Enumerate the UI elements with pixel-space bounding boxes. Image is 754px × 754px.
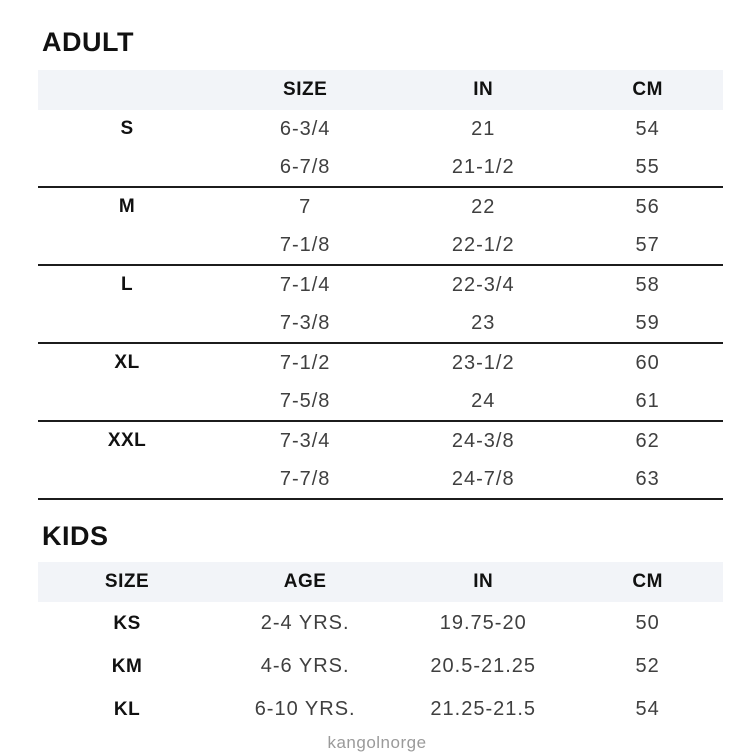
cm-value: 55 — [572, 148, 723, 187]
hat-size-value: 7-3/8 — [216, 304, 394, 343]
age-value: 6-10 YRS. — [254, 698, 356, 720]
hat-size-value: 6-3/4 — [279, 117, 331, 140]
hat-size-value: 7-7/8 — [216, 460, 394, 499]
cm-value: 59 — [572, 304, 723, 343]
kids-col-in: IN — [394, 562, 572, 602]
kids-size-label: KS — [113, 612, 141, 634]
cm-value: 52 — [635, 655, 660, 677]
hat-size-value: 7 — [299, 195, 312, 218]
inches-value: 21-1/2 — [394, 148, 572, 187]
brand-watermark: kangolnorge — [327, 733, 427, 752]
table-row — [38, 304, 723, 343]
kids-section-title: KIDS — [42, 521, 109, 551]
age-value: 2-4 YRS. — [260, 612, 350, 634]
inches-value: 22 — [471, 195, 496, 218]
kids-size-table — [38, 562, 723, 731]
hat-size-value: 7-1/8 — [216, 226, 394, 265]
inches-value: 19.75-20 — [439, 612, 527, 634]
size-group-label: M — [118, 196, 136, 217]
hat-size-value: 6-7/8 — [216, 148, 394, 187]
size-group-label: XL — [114, 352, 140, 373]
table-row — [38, 645, 723, 688]
cm-value: 54 — [635, 117, 660, 140]
cm-value: 62 — [635, 429, 660, 452]
inches-value: 24-7/8 — [394, 460, 572, 499]
blank-cell — [38, 226, 216, 265]
inches-value: 23-1/2 — [451, 351, 515, 374]
adult-col-in: IN — [394, 70, 572, 110]
table-row — [38, 382, 723, 421]
table-row — [38, 226, 723, 265]
adult-col-size: SIZE — [216, 70, 394, 110]
table-row — [38, 148, 723, 187]
kids-size-label: KM — [111, 655, 143, 677]
size-group-label: XXL — [107, 430, 147, 451]
kids-size-label: KL — [113, 698, 141, 720]
inches-value: 20.5-21.25 — [430, 655, 537, 677]
hat-size-value: 7-3/4 — [279, 429, 331, 452]
adult-header-row — [38, 70, 723, 110]
cm-value: 58 — [635, 273, 660, 296]
cm-value: 50 — [635, 612, 660, 634]
kids-col-size: SIZE — [38, 562, 216, 602]
inches-value: 23 — [394, 304, 572, 343]
inches-value: 21 — [471, 117, 496, 140]
table-row — [38, 688, 723, 731]
adult-size-table — [38, 70, 723, 500]
inches-value: 21.25-21.5 — [430, 698, 537, 720]
table-row — [38, 187, 723, 226]
kids-header-row — [38, 562, 723, 602]
cm-value: 63 — [572, 460, 723, 499]
inches-value: 24 — [394, 382, 572, 421]
cm-value: 54 — [635, 698, 660, 720]
adult-col-blank — [38, 70, 216, 110]
table-row — [38, 343, 723, 382]
hat-size-value: 7-1/4 — [279, 273, 331, 296]
kids-col-cm: CM — [572, 562, 723, 602]
cm-value: 60 — [635, 351, 660, 374]
hat-size-value: 7-5/8 — [216, 382, 394, 421]
table-row — [38, 460, 723, 499]
age-value: 4-6 YRS. — [260, 655, 350, 677]
adult-section-title: ADULT — [42, 27, 134, 57]
inches-value: 22-1/2 — [394, 226, 572, 265]
hat-size-value: 7-1/2 — [279, 351, 331, 374]
table-row — [38, 421, 723, 460]
blank-cell — [38, 304, 216, 343]
table-row — [38, 602, 723, 645]
inches-value: 22-3/4 — [451, 273, 515, 296]
table-row — [38, 110, 723, 148]
adult-col-cm: CM — [572, 70, 723, 110]
blank-cell — [38, 460, 216, 499]
size-group-label: S — [120, 118, 134, 139]
cm-value: 57 — [572, 226, 723, 265]
table-row — [38, 265, 723, 304]
size-group-label: L — [120, 274, 134, 295]
blank-cell — [38, 382, 216, 421]
blank-cell — [38, 148, 216, 187]
inches-value: 24-3/8 — [451, 429, 515, 452]
cm-value: 56 — [635, 195, 660, 218]
cm-value: 61 — [572, 382, 723, 421]
kids-col-age: AGE — [216, 562, 394, 602]
